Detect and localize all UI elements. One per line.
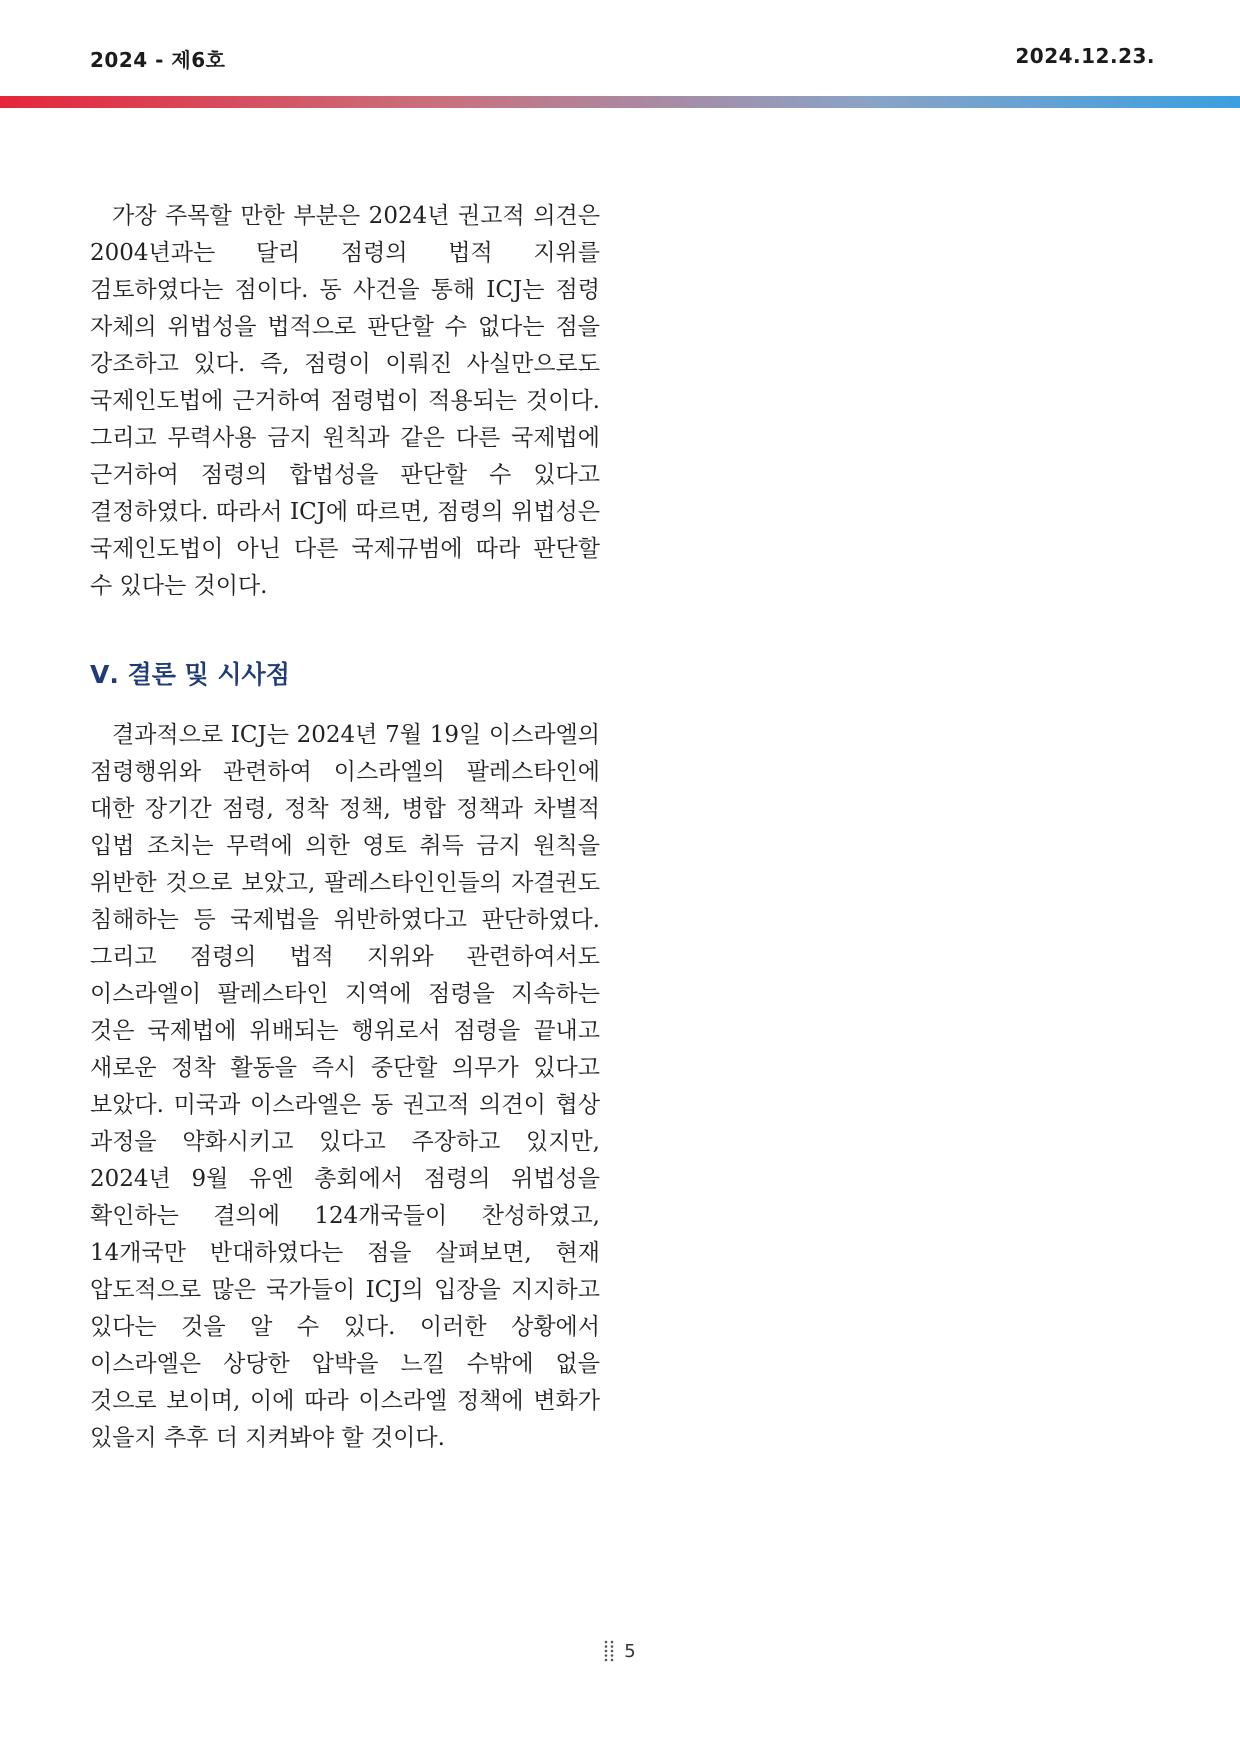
section-heading-conclusion: Ⅴ. 결론 및 시사점	[90, 660, 290, 689]
page-footer	[0, 1640, 1240, 1667]
page-number: 5	[624, 1640, 636, 1662]
header-gradient-bar	[0, 96, 1240, 108]
paragraph-conclusion: 결과적으로 ICJ는 2024년 7월 19일 이스라엘의 점령행위와 관련하여 이스라엘의 팔레스타인에 대한 장기간 점령, 정착 정책, 병합 정책과 차별적 입법 조치는 무력에 의한 영토 취득 금지 원칙을 위반한 것으로 보았고, 팔레스타인인들의 자결권도 침해하는 등 국제법을 위반하였다고 판단하였다. 그리고 점령의 법적 지위와 관련하여서도 이스라엘이 팔레스타인 지역에 점령을 지속하는 것은 국제법에 위배되는 행위로서 점령을 끝내고 새로운 정착 활동을 즉시 중단할 의무가 있다고 보았다. 미국과 이스라엘은 동 권고적 의견이 협상 과정을 약화시키고 있다고 주장하고 있지만, 2024년 9월 유엔 총회에서 점령의 위법성을 확인하는 결의에 124개국들이 찬성하였고, 14개국만 반대하였다는 점을 살펴보면, 현재 압도적으로 많은 국가들이 ICJ의 입장을 지지하고 있다는 것을 알 수 있다. 이러한 상황에서 이스라엘은 상당한 압박을 느낄 수밖에 없을 것으로 보이며, 이에 따라 이스라엘 정책에 변화가 있을지 추후 더 지켜봐야 할 것이다.	[90, 722, 600, 1451]
page-header	[0, 0, 1240, 110]
article-body	[90, 198, 600, 1457]
issue-number: 2024 - 제6호	[90, 48, 226, 72]
publication-date: 2024.12.23.	[1015, 44, 1155, 68]
dotted-marker-icon	[604, 1640, 614, 1662]
paragraph-legal-status: 가장 주목할 만한 부분은 2024년 권고적 의견은 2004년과는 달리 점령의 법적 지위를 검토하였다는 점이다. 동 사건을 통해 ICJ는 점령 자체의 위법성을 법적으로 판단할 수 없다는 점을 강조하고 있다. 즉, 점령이 이뤄진 사실만으로도 국제인도법에 근거하여 점령법이 적용되는 것이다. 그리고 무력사용 금지 원칙과 같은 다른 국제법에 근거하여 점령의 합법성을 판단할 수 있다고 결정하였다. 따라서 ICJ에 따르면, 점령의 위법성은 국제인도법이 아닌 다른 국제규범에 따라 판단할 수 있다는 것이다.	[90, 203, 600, 599]
